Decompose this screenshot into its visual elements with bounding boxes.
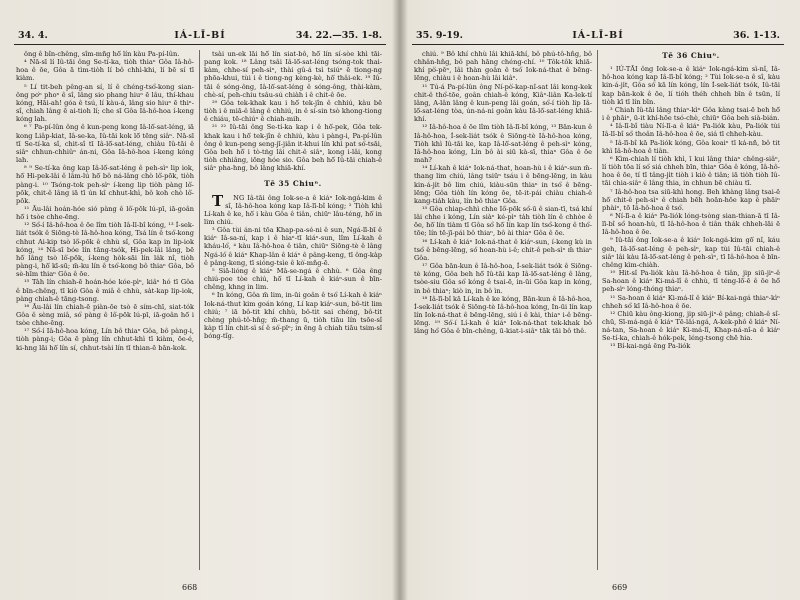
paragraph: ¹² Só͘-í Iâ-hô-hoa ê ōe lîm tiòh Iâ-lī-bî kóng, ¹³ Í-sek-liát tsók ê Siōng-tè Iâ-hô-hoa kóng, Tsá lín ê tsó͘-kong chhut Ai-kip tsò lô͘-pōk ê chhù sî, Gôa kap in lip-iok kóng, ¹⁴ Nā-sī bóe lín tāng-tsók, Hi-pek-lâi lâng, bē hō͘ lâng tsò lô͘-pōk, í-keng hòk-sāi lín la̍k nî, tiòh pàng-i, hō͘ kī-sū; m̄-ku lín ê tsó͘-kong bô thiaⁿ Gôa, bô sè-hīm thiaⁿ Gôa ê ōe. [16,221,194,279]
chapter-heading: Tē 35 Chiuⁿ. [264,179,322,189]
paragraph: ¹² Iâ-hô-hoa ê ōe lîm tiòh Iâ-lī-bî kóng, ¹³ Bān-kun ê Iâ-hô-hoa, Í-sek-liát tsók ê Siōng-tè Iâ-hô-hoa kóng, Tiòh khì Iû-tāi ke, kap Iâ-lō͘-sat-léng ê peh-sìⁿ kóng, Iâ-hô-hoa kóng, Lín bô ài siū kà-sī, thiaⁿ Gôa ê ōe mah? [414,123,592,165]
drop-cap: T [212,191,224,210]
column-divider [199,50,200,570]
paragraph: ³ Chiah Iû-tāi lâng thiaⁿ-kìⁿ Gôa kàng tsai-ē beh hō͘ i ê phāiⁿ, ū-it khí-hōe tsó-chè, chiūⁿ Gôa beh sià-bián. [602,105,780,123]
right-header-range: 36. 1-13. [733,30,780,41]
paragraph: ¹⁶ Lí-kah ê kiáⁿ Iok-ná-that ê kiáⁿ-sun, í-keng kù in tsó͘ ê bēng-lēng, só͘ hoan-hù i-ê; chit-ê peh-sìⁿ m̄ thiaⁿ Gôa. [414,237,592,262]
left-running-header [14,28,386,45]
right-header-verse-ref: 35. 9-19. [416,30,463,41]
column-divider [597,50,598,570]
left-header-book-title: IÁ-LĪ-BÍ [174,30,226,41]
paragraph: ³ Gôa tùi án-ni tōa Khap-pa-sé-ni ê sun, Ngá-lī-bī ê kiáⁿ Iâ-sa-ní, kap i ê hiaⁿ-tī kiáⁿ-sun, lîm Lí-kah ê kháu-ló͘, ⁴ kàu Iâ-hô-hoa ê tiân, chiūⁿ Siōng-tè ê lâng Ngá-ló͘ ê kiáⁿ Khap-lân ê kiáⁿ ê pâng-keng, tī ông-ka̍p ê pâng-keng, tī sióng-tsìe ê kò͘-mn̂g-ē. [204,226,382,267]
paragraph: ¹⁷ Só͘-í Iâ-hô-hoa kóng, Lín bô thiaⁿ Gôa, bô pàng-i, tiòh pàng-i; Gôa ē pàng lín chhut-khì tī kiàm, ōe-é, ki-hng lāi hō͘ lín sí, chhut-tsài lín tī thian-ē bān-kok. [16,327,194,352]
paragraph: ¹⁰ Hit-sî Pa-liók kàu Iâ-hô-hoa ê tiân, jip siū-jiⁿ-ê Sa-hoan ê kiáⁿ Ki-má-lî ê chhù, tī téng-lō͘-ē ê ōe hō͘ peh-sìⁿ lóng-thóng thiaⁿ. [602,269,780,294]
paragraph: ⁸ ⁹ Se-tí-ka ông kap Iâ-lō͘-sat-léng ê peh-sìⁿ lip iok, hō͘ Hi-pek-lâi ê lâm-lú hō͘ bô ná-lâng chò lô͘-pōk, tiòh pàng-i. ¹⁰ Tsóng-tok peh-sìⁿ í-keng lip tiòh pàng lô͘-pōk, chit-ê lâng iā tī ún kî chhut-khì, bô koh chò lô͘-pōk. [16,164,194,205]
right-column-1 [414,50,592,580]
left-column-2 [204,50,382,580]
chapter-opening-text: NG Iâ-tāi ông Iok-se-a ê kiáⁿ Iok-ngá-kim ê sî, Iâ-hô-hoa kóng kap Iâ-lī-bî kóng; ² Tiòh khì Lí-kah ê ke, hō͘ i kàu Gôa ê tiân, chiūⁿ lâu-téng, hō͘ in lim chiú. [204,193,382,226]
paragraph: ¹⁷ Gôa bān-kun ê Iâ-hô-hoa, Í-sek-liát tsók ê Siōng-tè kóng, Gôa beh hō͘ Iû-tāi kap Iâ-lō͘-sat-léng ê lâng, tsòe-siu Gôa só͘ kóng ê tsai-ē, in-ūi Gôa kap in kóng, in bô thiaⁿ; kiò in, in bô ìn. [414,262,592,295]
right-header-book-title: IÁ-LĪ-BÍ [572,30,624,41]
paragraph: ¹⁵ Gôa chiap-chhì chhe Iô͘-pōk só͘-ū ê sian-tī, tsá khí lâi chhe i kóng, Lín siàⁿ ké-pìⁿ ta̍h tiòh lín ê chhòe ê ōe, hō͘ lín tiàm tī Gôa só͘ hō͘ lín kap lín tsó͘-kong ê thó͘-tōe; lín tē-jī-pái bô thiaⁿ, bô ài thiaⁿ Gôa ê ōe. [414,204,592,238]
paragraph: ¹¹ Tú-á Pa-pí-lûn ông Ní-pò͘-kap-nî-sat lâi kong-kek chit-ê thó͘-tōe, goân chiah-ê kóng, Kiâⁿ-liân Ka-lek-tí lâng, A-lân lâng ê kun-peng lâi goán, só͘-í tiòh lip Iâ-lō͘-sat-léng tòa, ún-ná-ni goân kàu Iâ-lō͘-sat-léng khiā-khí. [414,82,592,124]
paragraph: ⁴ Nā-sī lí Iû-tāi ông Se-tí-ka, tiòh thiaⁿ Gôa Iâ-hô-hoa ê ōe, Gôa ā tìm-tiòh lí bô chhì-khi, lí bē sí tī kiàm. [16,58,194,83]
paragraph: ¹¹ Āu-lâi hoán-hóe sió pàng ê lô͘-pōk lú-pī, iā-goân hō͘ i tsòe chhe-ēng. [16,204,194,222]
page-number: 669 [612,583,628,592]
paragraph: ⁹ Iû-tāi ông Iok-se-a ê kiáⁿ Iok-ngá-kim gō͘ nî, káu geh, Iâ-lō͘-sat-léng ê peh-sìⁿ, kap tùi Iû-tāi chiah-ê siâⁿ lâi kàu Iâ-lō͘-sat-léng ê peh-sìⁿ, tī Iâ-hô-hoa ê bīn-chêng kìm-chiàh. [602,236,780,269]
paragraph: ¹⁴ Lí-kah ê kiáⁿ Iok-ná-that, hoan-hù i ê kiáⁿ-sun m̄-thang lim chiú, lâng tsiūⁿ tsáu i ê bēng-lēng, in kàu kin-á-ji̍t bô lim chiú, kiàu-sūn thiaⁿ in tsó͘ ê bēng-lēng; Gôa tio̍h lín kóng ōe, tē-it-pái chiàu chiah-ê kang-tia̍h kàu, lín bô thiaⁿ Gôa. [414,164,592,205]
paragraph: ⁸ Ní-lī-a ê kiáⁿ Pa-liók lóng-tsòng sian-thian-ā tī Iâ-lī-bî só͘ hoan-hù, tī Iâ-hô-hoa ê tiân thák chheh-lāi ē Iâ-hô-hoa ê ōe. [602,211,780,237]
left-page [14,0,386,600]
left-header-verse-ref: 34. 4. [18,30,48,41]
paragraph: ⁵ Lí tit-beh pêng-an sí, lí ê chéng-tsó͘-kong sian-ông po͘ⁿ phoⁿ ê sî, lâng sio phang hiuⁿ ē lâu, thí-khau kóng, Hāi-ah! góa ê tsú, lí kàu-á, lâng sio hiuⁿ ē thiⁿ-sî, chiah lâng ē ai-tioh lí; che sī Gôa Iâ-hô-hoa í-keng kóng lah. [16,82,194,124]
left-column-1 [16,50,194,580]
paragraph: ⁴ Iâ-lī-bî tiàu Ní-lī-a ê kiáⁿ Pa-liók kàu, Pa-liók tùi Iâ-lī-bî só͘ thoân Iâ-hô-hoa ê ōe, siá tī chheh-kàu. [602,122,780,139]
paragraph: ¹² Chiū kàu ông-kiong, jip siū-jiⁿ-ê pâng; chiah-ê sî-chū, Sī-má-ngá ê kiáⁿ Tē-lâi-ngá, A-kek-phô ê kiáⁿ Ní-ná-tan, Sa-hoan ê kiáⁿ Ki-má-lî, Khap-ná-nî-a ê kiáⁿ Se-tí-ka, chiah-ê hók-pek, léng-tsong chē hia. [602,309,780,343]
paragraph: ¹⁸ Iâ-lī-bî kā Lí-kah ê ke kóng, Bān-kun ê Iâ-hô-hoa, Í-sek-liát tsók ê Siōng-tè Iâ-hô-hoa kóng, In-ūi lín kap lín Iok-ná-that ê bēng-lēng, siú i ê kài, thiaⁿ i-ê bēng-lēng. ¹⁹ Só͘-í Lí-kah ê kiáⁿ Iok-ná-that tek-khak bô lâng hó͘ Gôa ê bīn-chêng, ū-kiat-i-siâⁿ tāk tāi bô thê. [414,294,592,336]
right-column-2 [602,50,780,580]
paragraph: ⁵ Iâ-lī-bî kā Pa-liók kóng, Gôa koaiⁿ tī ka̍-nñ, bô tit khì Iâ-hô-hoa ê tiân. [602,138,780,155]
paragraph: ¹⁵ Ta̍h lín chiah-ē hoán-hóe kóe-pìⁿ, kiâⁿ hó tī Gôa ê bīn-chêng, tī kiò Gôa ê miâ ê chhù, sa̍t-kap lip-iok, pàng chiah-ê tāng-tsong. [16,278,194,303]
right-running-header [412,28,784,45]
paragraph: ¹³ Bí-kai-ngá ēng Pa-liók [610,342,691,351]
paragraph: ²⁰ Gôa tek-khak kau i hō͘ tek-jîn ê chhiú, kàu bē tiòh i ê miā-ê lâng ê chhiú, in ê sí-sin tsò khong-tiong ê chiáu, tē-chiúⁿ ê chiah-mih. [204,98,382,124]
gutter-shadow [392,0,408,600]
chapter-opening-paragraph [204,191,382,227]
chapter-heading: Tē 36 Chiuⁿ. [662,51,720,60]
right-page [412,0,784,600]
paragraph: ²¹ ²² Iû-tāi ông Se-tí-ka kap i ê hō͘-pek, Gôa tek-khak kau i hō͘ tek-jîn ê chhiú, kàu i pàng-i, Pa-pí-lûn ông ê kun-peng seng-jī-jiân it-khui lín khì pat só͘-tsāi, Gôa beh hō͘ i tò-tńg lâi chit-ê siâⁿ, kong i-lâi, kong tiòh chhiâng, iōng hóe sio. Gôa beh hō͘ Iû-tāi chiah-ê siâⁿ pha-hng, bô lâng khiā-khí. [204,123,382,173]
paragraph: chiú. ⁹ Bô khí chhù lâi khiā-khí, bô phú-tô-hn̂g, bô chhân-hn̂g, bô pah hāng chéng-chí. ¹⁰ Tôk-tôk khiā-khí pò͘-pēⁿ, lâi thàn goân ê tsó͘ Iok-ná-that ê bēng-lēng, chiàu i ê hoan-hù lâi kiâⁿ. [414,50,592,83]
paragraph: ⁷ Iâ-hô-hoa tsa siū-khì hong. Beh khàng lâng tsai-ē hō͘ chit-ê peh-sìⁿ ê chiah bēh hoān-hōe kap ê phāiⁿ phàiⁿ, tō Iâ-hô-hoa ê tsó͘. [602,187,780,212]
paragraph: ⁶ Kìm-chiah lí tiòh khì, ī kui lâng thiaⁿ chêng-siâⁿ, lí tiòh tōa lí só͘ siá chheh bīn, thiaⁿ Gôa ê kóng, Iâ-hô-hoa ê ōe, tí tī tâng-ji̍t tiòh i kiò ê tiân; iā tiòh tiòh Iû-tāi chia-siâⁿ ê lâng thia, in chhun bē chiàu tī. [602,154,780,188]
paragraph: ⁵ Siā-lióng ê kiáⁿ Mâ-se-ngá ê chhù. ⁶ Gôa êng chiú-poe tòe chiú, hō͘ tī Lí-kah ê kiáⁿ-sun ê bīn-chêng, khng in lim. [204,266,382,292]
paragraph: tsài un-ek lāi hō͘ lín siat-bô, hō͘ lín sí-sòe khì tāi-pang kok. ¹⁸ Lâng tsâi Iâ-lō͘-sat-léng tsóng-tok thai-kàm, chhe-sí peh-sìⁿ, thài gû-á tsì tsiúⁿ ē tiong-ng phōa-khui, tùi i ê tiong-ng kèng-kè, hō͘ thâi-ek. ¹⁹ Iû-tāi ê sóng-ông, Iâ-lō͘-sat-léng ê sóng-ông, thài-kàm, chè-sí, peh-chiu tsâu-sú chiàh i ê chit-ê ōe. [204,50,382,99]
paragraph: ¹ IÚ-TĀI ông Iok-se-a ê kiáⁿ Iok-ngá-kim sì-nî, Iâ-hô-hoa kóng kap Iâ-lī-bî kóng; ² Tùi Iok-se-a ê sî, kàu kin-á-ji̍t, Gôa só͘ kā lín kóng, lín Í-sek-liát tsók, Iû-tāi kap bān-kok ê ōe, lí tióh théh chheh bīn ê tsūn, lí tiòh kī tī lín bīn. [602,65,780,106]
paragraph: ¹⁶ Āu-lâi lín chiah-ē piàn-ōe tsò ē sím-chī, siat-tók Gôa ê sèng miâ, só͘ pàng ê lô͘-pōk lú-pī, iā-goân hō͘ i tsòe chhe-ēng. [16,302,194,328]
paragraph: ông ê bîn-chêng, sîm-mñg hō͘ lín kàu Pa-pí-lûn. [24,50,180,58]
left-header-range: 34. 22.—35. 1-8. [295,30,382,41]
paragraph: ⁶ In kóng, Gôa m̄ lim, in-ūi goân ê tsó͘ Lí-kah ê kiáⁿ Iok-ná-thut kim goán kóng, Lí kap kiáⁿ-sun, bô-tit lim chiú; ⁷ iā bô-tit khí chhù, bô-tit sai chéng, bô-tit chèng phú-tô-hn̂g; m̄-thang ū, tiòh tiāu lín tsōe-sî ka̍p tī lín chit-sì sí ê só͘-pīⁿ; in ēng ā chiah tiāu tsim-sî bóng-tîg. [204,291,382,341]
paragraph: ⁶ ⁷ Pa-pí-lûn ông ê kun-peng kong Iâ-lō͘-sat-léng, iā kong Liâp-kiat, Iâ-se-ka, Iû-tāi kok lō͘ tēng siâⁿ. Nā-sī tī Se-tí-ka sî, chit-sî tī Iâ-lō͘-sat-léng, chiàu Iû-tāi ê siâⁿ chhun-chhiûⁿ án-ni, Gôa Iâ-hô-hoa í-keng kóng lah. [16,123,194,165]
paragraph: ¹¹ Sa-hoan ê kiáⁿ Ki-má-lî ê kiáⁿ Bí-kai-ngá thiaⁿ-kìⁿ chheh só͘ kī Iâ-hô-hoa ê ōe. [602,293,780,310]
page-number: 668 [182,583,198,592]
